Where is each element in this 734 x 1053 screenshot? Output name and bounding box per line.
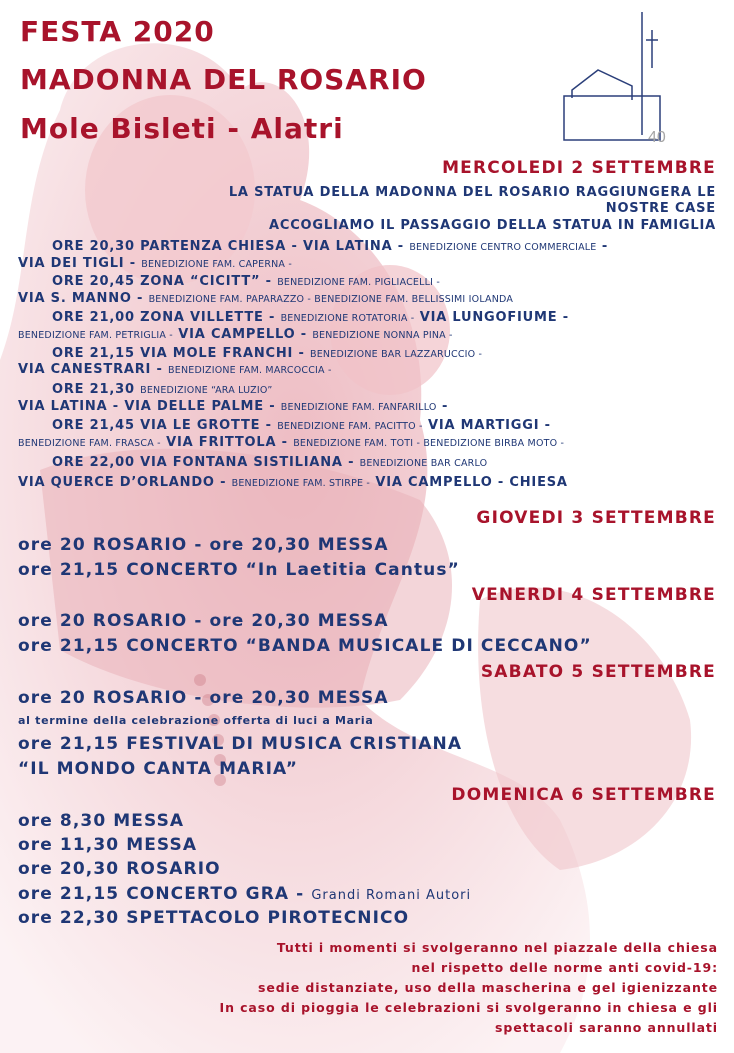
- sunday-line-4: ore 21,15 CONCERTO GRA - Grandi Romani Autori: [18, 884, 472, 904]
- thursday-line-2: ore 21,15 CONCERTO “In Laetitia Cantus”: [18, 560, 460, 580]
- saturday-line-1: ore 20 ROSARIO - ore 20,30 MESSA: [18, 688, 389, 708]
- route-line: ORE 20,45 ZONA “CICITT” - BENEDIZIONE FAM. PIGLIACELLI -: [52, 274, 440, 289]
- wednesday-intro-1: LA STATUA DELLA MADONNA DEL ROSARIO RAGGIUNGERA LE: [228, 185, 716, 200]
- thursday-heading: GIOVEDI 3 SETTEMBRE: [476, 508, 716, 528]
- friday-heading: VENERDI 4 SETTEMBRE: [471, 585, 716, 605]
- route-line: ORE 22,00 VIA FONTANA SISTILIANA - BENEDIZIONE BAR CARLO: [52, 455, 488, 470]
- wednesday-intro-2: NOSTRE CASE: [605, 201, 716, 216]
- route-line: VIA S. MANNO - BENEDIZIONE FAM. PAPARAZZO - BENEDIZIONE FAM. BELLISSIMI IOLANDA: [18, 291, 514, 306]
- title-line-2: MADONNA DEL ROSARIO: [20, 63, 427, 96]
- route-line: BENEDIZIONE FAM. PETRIGLIA - VIA CAMPELLO - BENEDIZIONE NONNA PINA -: [18, 327, 453, 342]
- route-line: ORE 21,00 ZONA VILLETTE - BENEDIZIONE ROTATORIA - VIA LUNGOFIUME -: [52, 310, 569, 325]
- footer-line-2: nel rispetto delle norme anti covid-19:: [411, 960, 718, 975]
- wednesday-intro-3: ACCOGLIAMO IL PASSAGGIO DELLA STATUA IN FAMIGLIA: [269, 218, 716, 233]
- route-line: VIA LATINA - VIA DELLE PALME - BENEDIZIONE FAM. FANFARILLO -: [18, 399, 449, 414]
- route-line: VIA DEI TIGLI - BENEDIZIONE FAM. CAPERNA -: [18, 256, 292, 271]
- title-line-1: FESTA 2020: [20, 15, 215, 48]
- route-line: VIA CANESTRARI - BENEDIZIONE FAM. MARCOCCIA -: [18, 362, 332, 377]
- saturday-heading: SABATO 5 SETTEMBRE: [480, 662, 716, 682]
- sunday-line-3: ore 20,30 ROSARIO: [18, 859, 221, 879]
- route-line: VIA QUERCE D’ORLANDO - BENEDIZIONE FAM. STIRPE - VIA CAMPELLO - CHIESA: [18, 475, 568, 490]
- wednesday-heading: MERCOLEDI 2 SETTEMBRE: [442, 158, 716, 178]
- footer-line-3: sedie distanziate, uso della mascherina e gel igienizzante: [258, 980, 718, 995]
- route-line: ORE 20,30 PARTENZA CHIESA - VIA LATINA - BENEDIZIONE CENTRO COMMERCIALE -: [52, 239, 609, 254]
- route-line: BENEDIZIONE FAM. FRASCA - VIA FRITTOLA - BENEDIZIONE FAM. TOTI - BENEDIZIONE BIRBA MOTO -: [18, 435, 565, 450]
- logo-number: 40: [648, 129, 666, 146]
- saturday-line-2: al termine della celebrazione offerta di luci a Maria: [18, 714, 374, 727]
- footer-line-5: spettacoli saranno annullati: [495, 1020, 718, 1035]
- saturday-line-3: ore 21,15 FESTIVAL DI MUSICA CRISTIANA: [18, 734, 463, 754]
- friday-line-2: ore 21,15 CONCERTO “BANDA MUSICALE DI CECCANO”: [18, 636, 592, 656]
- footer-line-1: Tutti i momenti si svolgeranno nel piazzale della chiesa: [276, 940, 718, 955]
- footer-line-4: In caso di pioggia le celebrazioni si svolgeranno in chiesa e gli: [219, 1000, 718, 1015]
- sunday-line-5: ore 22,30 SPETTACOLO PIROTECNICO: [18, 908, 410, 928]
- thursday-line-1: ore 20 ROSARIO - ore 20,30 MESSA: [18, 535, 389, 555]
- sunday-heading: DOMENICA 6 SETTEMBRE: [451, 785, 716, 805]
- sunday-line-2: ore 11,30 MESSA: [18, 835, 198, 855]
- route-line: ORE 21,30 BENEDIZIONE “ARA LUZIO”: [52, 382, 273, 397]
- saturday-line-4: “IL MONDO CANTA MARIA”: [18, 759, 298, 779]
- title-line-3: Mole Bisleti - Alatri: [20, 112, 344, 145]
- route-line: ORE 21,45 VIA LE GROTTE - BENEDIZIONE FAM. PACITTO - VIA MARTIGGI -: [52, 418, 551, 433]
- sunday-line-1: ore 8,30 MESSA: [18, 811, 185, 831]
- route-line: ORE 21,15 VIA MOLE FRANCHI - BENEDIZIONE BAR LAZZARUCCIO -: [52, 346, 483, 361]
- friday-line-1: ore 20 ROSARIO - ore 20,30 MESSA: [18, 611, 389, 631]
